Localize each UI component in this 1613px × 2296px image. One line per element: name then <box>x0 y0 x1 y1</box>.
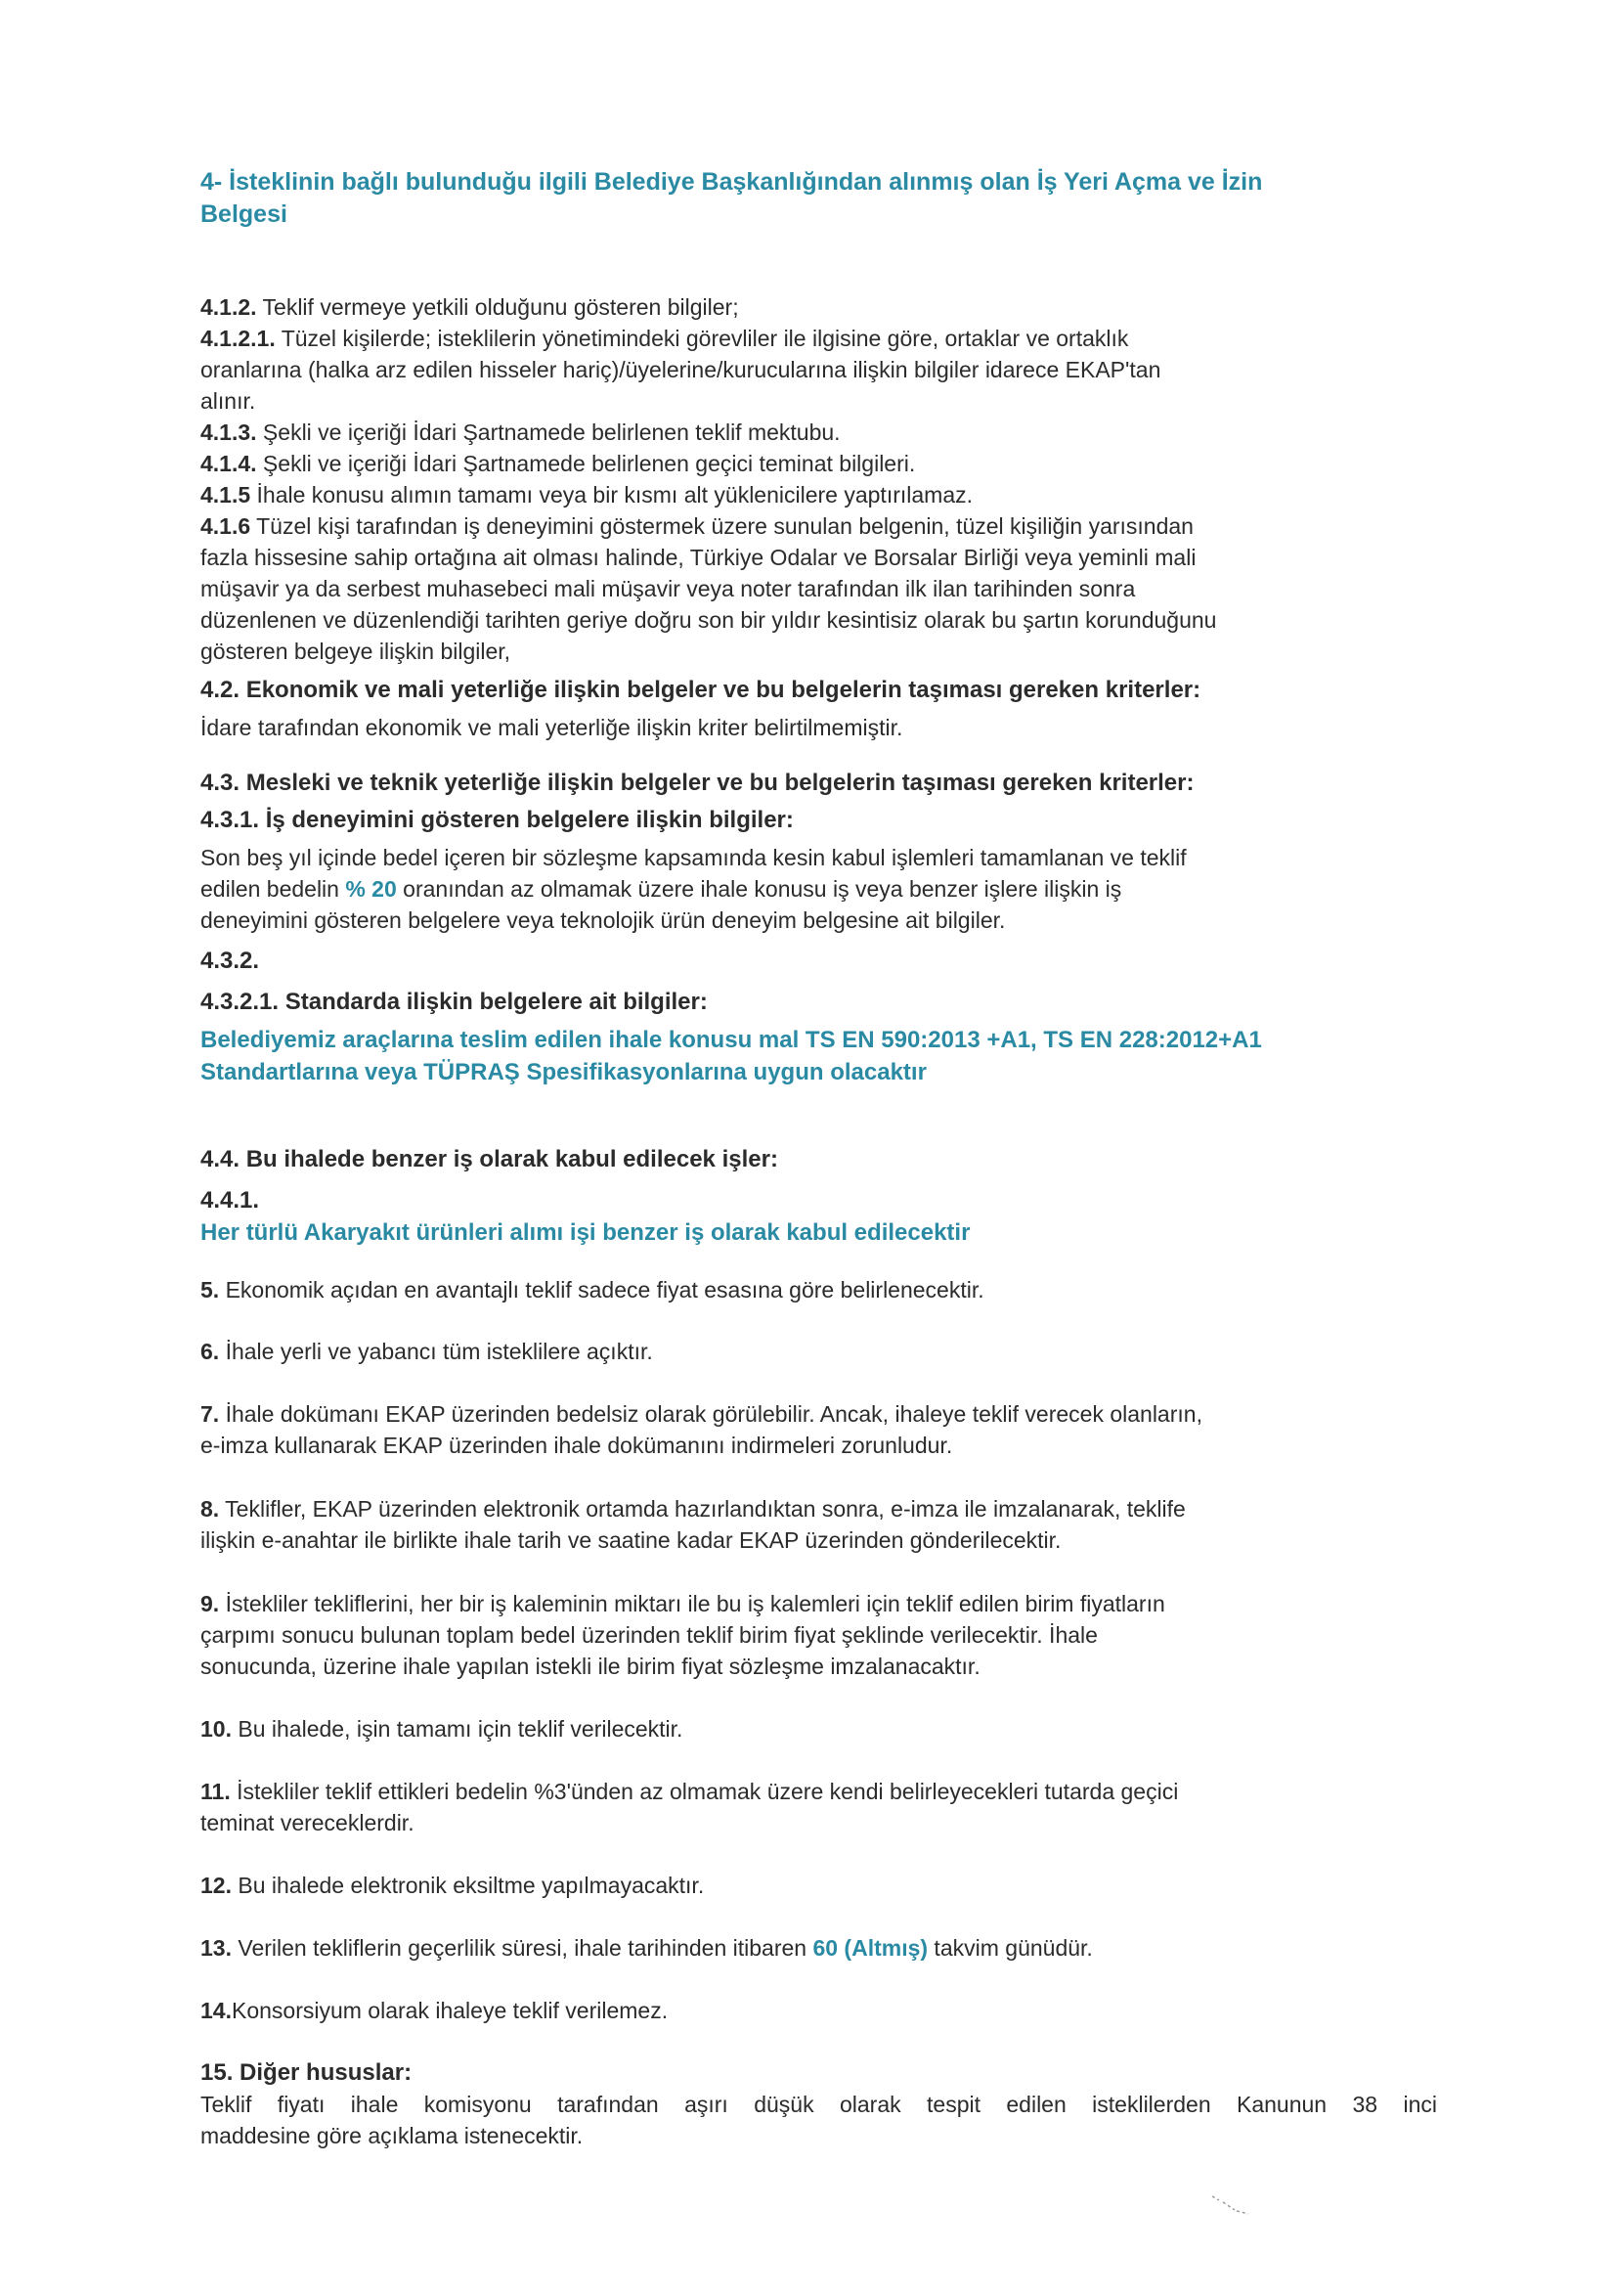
item-text: oranlarına (halka arz edilen hisseler hariç)/üyelerine/kurucularına ilişkin bilgiler idarece EKAP'tan <box>200 357 1161 382</box>
item-text: takvim günüdür. <box>928 1935 1093 1961</box>
item-10 <box>200 1713 682 1744</box>
standard-text: Belediyemiz araçlarına teslim edilen ihale konusu mal TS EN 590:2013 +A1, TS EN 228:2012+A1 <box>200 1027 1262 1053</box>
header-line-2: Belgesi <box>200 200 287 228</box>
item-text: İhale dokümanı EKAP üzerinden bedelsiz olarak görülebilir. Ancak, ihaleye teklif verecek olanların, <box>219 1401 1202 1427</box>
item-text: İstekliler teklif ettikleri bedelin %3'ünden az olmamak üzere kendi belirleyecekleri tutarda geçici <box>230 1779 1179 1804</box>
section-text: Son beş yıl içinde bedel içeren bir sözleşme kapsamında kesin kabul işlemleri tamamlanan ve teklif <box>200 845 1187 870</box>
section-4-1-2 <box>200 291 1437 667</box>
item-8 <box>200 1493 1186 1556</box>
item-text: müşavir ya da serbest muhasebeci mali müşavir veya noter tarafından ilk ilan tarihinden sonra <box>200 576 1136 601</box>
item-7 <box>200 1398 1202 1461</box>
similar-work-text: Her türlü Akaryakıt ürünleri alımı işi benzer iş olarak kabul edilecektir <box>200 1219 971 1246</box>
item-text: Bu ihalede, işin tamamı için teklif verilecektir. <box>231 1716 683 1742</box>
section-text: oranından az olmamak üzere ihale konusu iş veya benzer işlere ilişkin iş <box>396 876 1122 902</box>
scan-artifact-mark <box>1207 2190 1266 2220</box>
item-text: ilişkin e-anahtar ile birlikte ihale tarih ve saatine kadar EKAP üzerinden gönderilecektir. <box>200 1527 1062 1553</box>
section-text: edilen bedelin <box>200 876 346 902</box>
item-text: Teklif vermeye yetkili olduğunu gösteren bilgiler; <box>256 294 739 320</box>
item-number: 4.1.4. <box>200 451 257 476</box>
item-text: Teklif fiyatı ihale komisyonu tarafından aşırı düşük olarak tespit edilen isteklilerden Kanunun 38 inci <box>200 2092 1437 2117</box>
item-number: 4.1.3. <box>200 419 257 445</box>
item-9 <box>200 1588 1165 1682</box>
section-text: deneyimini gösteren belgelere veya teknolojik ürün deneyim belgesine ait bilgiler. <box>200 907 1006 933</box>
item-number: 4.1.6 <box>200 513 251 539</box>
subsection-number: 4.4.1. <box>200 1187 260 1214</box>
section-title: 4.2. Ekonomik ve mali yeterliğe ilişkin belgeler ve bu belgelerin taşıması gereken kriterler: <box>200 677 1201 703</box>
item-number: 4.1.2.1. <box>200 326 276 351</box>
item-text: Tüzel kişi tarafından iş deneyimini göstermek üzere sunulan belgenin, tüzel kişiliğin yarısından <box>250 513 1194 539</box>
item-6 <box>200 1336 653 1367</box>
section-4-header <box>200 166 1262 231</box>
standard-text: Standartlarına veya TÜPRAŞ Spesifikasyonlarına uygun olacaktır <box>200 1059 927 1085</box>
item-text: Teklifler, EKAP üzerinden elektronik ortamda hazırlandıktan sonra, e-imza ile imzalanarak, teklife <box>219 1496 1186 1522</box>
item-text: Tüzel kişilerde; isteklilerin yönetimindeki görevliler ile ilgisine göre, ortaklar ve ortaklık <box>275 326 1129 351</box>
item-text: Şekli ve içeriği İdari Şartnamede belirlenen teklif mektubu. <box>256 419 841 445</box>
item-15 <box>200 2057 1437 2151</box>
item-text: teminat vereceklerdir. <box>200 1810 414 1835</box>
section-title: 4.4. Bu ihalede benzer iş olarak kabul edilecek işler: <box>200 1146 778 1172</box>
item-number: 14. <box>200 1998 232 2023</box>
item-number: 13. <box>200 1935 232 1961</box>
percentage-value: % 20 <box>345 876 397 902</box>
item-number: 8. <box>200 1496 220 1522</box>
item-text: Ekonomik açıdan en avantajlı teklif sadece fiyat esasına göre belirlenecektir. <box>219 1277 984 1303</box>
item-text: Bu ihalede elektronik eksiltme yapılmayacaktır. <box>231 1873 705 1898</box>
item-text: çarpımı sonucu bulunan toplam bedel üzerinden teklif birim fiyat şeklinde verilecektir. İhale <box>200 1622 1098 1648</box>
item-number: 9. <box>200 1591 220 1616</box>
item-5 <box>200 1274 984 1305</box>
section-title: 15. Diğer hususlar: <box>200 2059 413 2086</box>
item-number: 7. <box>200 1401 220 1427</box>
item-text: alınır. <box>200 388 256 414</box>
item-number: 11. <box>200 1779 231 1804</box>
item-text: İhale konusu alımın tamamı veya bir kısmı alt yüklenicilere yaptırılamaz. <box>250 482 973 508</box>
item-number: 12. <box>200 1873 232 1898</box>
subsection-title: 4.3.2.1. Standarda ilişkin belgelere ait bilgiler: <box>200 989 708 1015</box>
subsection-number: 4.3.2. <box>200 948 260 974</box>
item-text: fazla hissesine sahip ortağına ait olması halinde, Türkiye Odalar ve Borsalar Birliği veya yeminli mali <box>200 545 1197 570</box>
section-text: İdare tarafından ekonomik ve mali yeterliğe ilişkin kriter belirtilmemiştir. <box>200 715 903 740</box>
section-4-2 <box>200 675 1200 743</box>
item-text: gösteren belgeye ilişkin bilgiler, <box>200 639 511 664</box>
item-number: 4.1.5 <box>200 482 251 508</box>
item-13 <box>200 1932 1093 1964</box>
subsection-title: 4.3.1. İş deneyimini gösteren belgelere ilişkin bilgiler: <box>200 807 794 833</box>
item-text: İhale yerli ve yabancı tüm isteklilere açıktır. <box>219 1339 653 1364</box>
item-text: maddesine göre açıklama istenecektir. <box>200 2123 584 2148</box>
item-text: Verilen tekliflerin geçerlilik süresi, ihale tarihinden itibaren <box>231 1935 813 1961</box>
item-text: düzenlenen ve düzenlendiği tarihten geriye doğru son bir yıldır kesintisiz olarak bu şartın korunduğunu <box>200 607 1217 633</box>
item-11 <box>200 1776 1178 1838</box>
item-number: 10. <box>200 1716 232 1742</box>
item-text: İstekliler tekliflerini, her bir iş kaleminin miktarı ile bu iş kalemleri için teklif edilen birim fiyatların <box>219 1591 1165 1616</box>
item-text: sonucunda, üzerine ihale yapılan istekli ile birim fiyat sözleşme imzalanacaktır. <box>200 1654 981 1679</box>
item-number: 4.1.2. <box>200 294 257 320</box>
section-4-4 <box>200 1144 970 1249</box>
validity-period: 60 (Altmış) <box>812 1935 929 1961</box>
item-12 <box>200 1870 704 1901</box>
item-text: e-imza kullanarak EKAP üzerinden ihale dokümanını indirmeleri zorunludur. <box>200 1433 953 1458</box>
item-text: Şekli ve içeriği İdari Şartnamede belirlenen geçici teminat bilgileri. <box>256 451 916 476</box>
section-title: 4.3. Mesleki ve teknik yeterliğe ilişkin belgeler ve bu belgelerin taşıması gereken kriterler: <box>200 770 1195 796</box>
item-number: 6. <box>200 1339 220 1364</box>
header-line-1: 4- İsteklinin bağlı bulunduğu ilgili Belediye Başkanlığından alınmış olan İş Yeri Açma ve İzin <box>200 168 1263 196</box>
item-number: 5. <box>200 1277 220 1303</box>
section-4-3 <box>200 768 1262 1088</box>
item-14 <box>200 1995 668 2026</box>
item-text: Konsorsiyum olarak ihaleye teklif verilemez. <box>231 1998 669 2023</box>
